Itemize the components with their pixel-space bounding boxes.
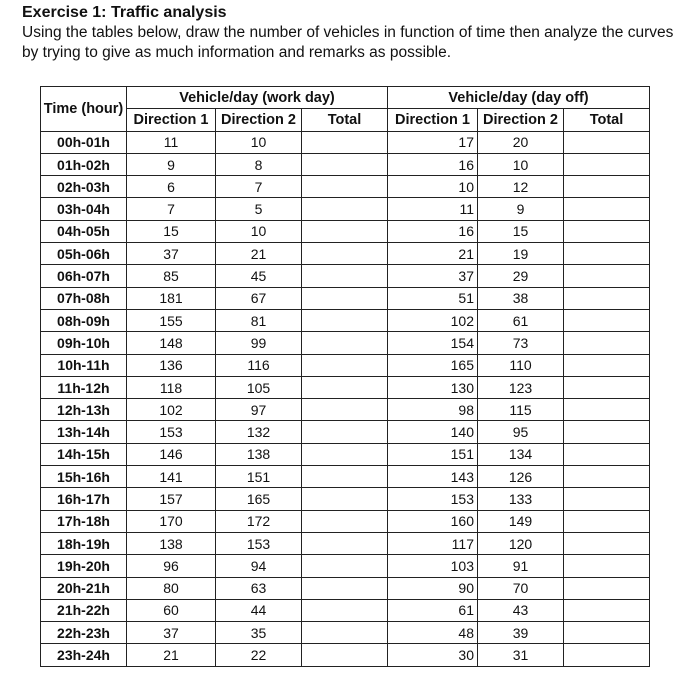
work-direction-1-cell: 170 [127,510,216,532]
work-total-cell[interactable] [302,354,388,376]
off-direction-2-cell: 10 [478,153,564,175]
off-total-cell[interactable] [564,466,650,488]
work-direction-1-cell: 136 [127,354,216,376]
off-total-cell[interactable] [564,131,650,153]
off-direction-2-cell: 95 [478,421,564,443]
time-cell: 16h-17h [41,488,127,510]
work-day-group-header: Vehicle/day (work day) [127,87,388,109]
table-row [41,153,650,175]
time-cell: 23h-24h [41,644,127,666]
table-row [41,198,650,220]
off-total-cell[interactable] [564,265,650,287]
off-total-cell[interactable] [564,198,650,220]
work-total-cell[interactable] [302,466,388,488]
off-total-cell[interactable] [564,354,650,376]
table-row [41,131,650,153]
off-direction-2-cell: 43 [478,599,564,621]
work-direction-1-cell: 181 [127,287,216,309]
work-direction-1-cell: 146 [127,443,216,465]
off-direction-2-cell: 19 [478,243,564,265]
off-total-cell[interactable] [564,399,650,421]
off-total-cell[interactable] [564,287,650,309]
work-total-cell[interactable] [302,577,388,599]
work-total-cell[interactable] [302,131,388,153]
work-direction-2-cell: 45 [216,265,302,287]
time-cell: 07h-08h [41,287,127,309]
work-direction-1-cell: 21 [127,644,216,666]
work-direction-2-cell: 172 [216,510,302,532]
time-cell: 20h-21h [41,577,127,599]
off-direction-2-cell: 115 [478,399,564,421]
table-row [41,220,650,242]
work-direction-2-cell: 8 [216,153,302,175]
off-direction-2-cell: 12 [478,176,564,198]
off-total-cell[interactable] [564,421,650,443]
off-direction-1-cell: 160 [388,510,478,532]
off-direction-2-cell: 9 [478,198,564,220]
time-cell: 03h-04h [41,198,127,220]
off-direction-2-cell: 15 [478,220,564,242]
work-direction-2-header: Direction 2 [216,109,302,131]
off-direction-2-cell: 73 [478,332,564,354]
work-total-cell[interactable] [302,488,388,510]
off-direction-1-cell: 103 [388,555,478,577]
work-total-cell[interactable] [302,510,388,532]
off-total-cell[interactable] [564,510,650,532]
off-direction-2-cell: 123 [478,376,564,398]
work-direction-1-cell: 80 [127,577,216,599]
off-direction-2-cell: 133 [478,488,564,510]
table-row [41,443,650,465]
work-total-cell[interactable] [302,176,388,198]
work-direction-2-cell: 5 [216,198,302,220]
off-total-cell[interactable] [564,488,650,510]
exercise-title: Exercise 1: Traffic analysis [22,4,227,21]
work-direction-2-cell: 151 [216,466,302,488]
off-direction-1-cell: 151 [388,443,478,465]
work-direction-2-cell: 94 [216,555,302,577]
work-total-cell[interactable] [302,332,388,354]
table-row [41,510,650,532]
off-total-cell[interactable] [564,622,650,644]
work-total-cell[interactable] [302,243,388,265]
off-direction-2-cell: 61 [478,309,564,331]
work-direction-1-cell: 85 [127,265,216,287]
work-direction-1-header: Direction 1 [127,109,216,131]
off-total-cell[interactable] [564,644,650,666]
table-row [41,421,650,443]
table-row [41,332,650,354]
work-total-cell[interactable] [302,287,388,309]
time-cell: 05h-06h [41,243,127,265]
time-cell: 04h-05h [41,220,127,242]
table-row [41,287,650,309]
time-cell: 18h-19h [41,532,127,554]
work-total-cell[interactable] [302,399,388,421]
off-direction-1-header: Direction 1 [388,109,478,131]
time-cell: 11h-12h [41,376,127,398]
work-direction-2-cell: 10 [216,220,302,242]
work-direction-2-cell: 99 [216,332,302,354]
off-total-cell[interactable] [564,176,650,198]
off-total-cell[interactable] [564,599,650,621]
table-row [41,399,650,421]
off-direction-1-cell: 16 [388,220,478,242]
off-direction-2-cell: 149 [478,510,564,532]
time-cell: 02h-03h [41,176,127,198]
off-total-cell[interactable] [564,220,650,242]
table-row [41,555,650,577]
off-direction-1-cell: 165 [388,354,478,376]
off-total-cell[interactable] [564,443,650,465]
work-total-cell[interactable] [302,443,388,465]
table-row [41,176,650,198]
time-cell: 17h-18h [41,510,127,532]
off-direction-2-header: Direction 2 [478,109,564,131]
off-direction-2-cell: 126 [478,466,564,488]
time-cell: 15h-16h [41,466,127,488]
off-direction-1-cell: 90 [388,577,478,599]
work-direction-1-cell: 37 [127,622,216,644]
off-direction-1-cell: 16 [388,153,478,175]
work-total-cell[interactable] [302,555,388,577]
table-row [41,644,650,666]
table-row [41,243,650,265]
work-direction-1-cell: 6 [127,176,216,198]
work-direction-2-cell: 35 [216,622,302,644]
exercise-instructions: Using the tables below, draw the number of vehicles in function of time then analyze the curves by trying to give as much information and remarks as possible. [22,24,674,61]
work-total-cell[interactable] [302,220,388,242]
work-direction-2-cell: 81 [216,309,302,331]
work-direction-2-cell: 97 [216,399,302,421]
off-direction-1-cell: 61 [388,599,478,621]
off-direction-1-cell: 30 [388,644,478,666]
work-total-cell[interactable] [302,309,388,331]
time-column-header: Time (hour) [41,87,127,132]
table-row [41,309,650,331]
work-direction-2-cell: 22 [216,644,302,666]
off-direction-1-cell: 98 [388,399,478,421]
traffic-table [40,86,650,667]
time-cell: 19h-20h [41,555,127,577]
off-total-cell[interactable] [564,332,650,354]
work-direction-1-cell: 102 [127,399,216,421]
table-body [41,131,650,666]
off-direction-1-cell: 130 [388,376,478,398]
off-direction-1-cell: 153 [388,488,478,510]
time-cell: 08h-09h [41,309,127,331]
work-direction-1-cell: 153 [127,421,216,443]
off-total-cell[interactable] [564,532,650,554]
off-direction-1-cell: 48 [388,622,478,644]
work-direction-2-cell: 138 [216,443,302,465]
off-direction-2-cell: 39 [478,622,564,644]
work-direction-1-cell: 15 [127,220,216,242]
work-direction-2-cell: 153 [216,532,302,554]
time-cell: 14h-15h [41,443,127,465]
off-direction-1-cell: 21 [388,243,478,265]
time-cell: 09h-10h [41,332,127,354]
table-row [41,354,650,376]
work-direction-2-cell: 44 [216,599,302,621]
work-direction-1-cell: 148 [127,332,216,354]
work-direction-2-cell: 67 [216,287,302,309]
work-direction-1-cell: 155 [127,309,216,331]
time-cell: 21h-22h [41,599,127,621]
table-row [41,622,650,644]
off-total-cell[interactable] [564,309,650,331]
work-direction-1-cell: 96 [127,555,216,577]
off-direction-1-cell: 10 [388,176,478,198]
work-direction-1-cell: 11 [127,131,216,153]
work-total-cell[interactable] [302,421,388,443]
work-total-cell[interactable] [302,265,388,287]
work-total-header: Total [302,109,388,131]
off-direction-2-cell: 91 [478,555,564,577]
table-row [41,577,650,599]
work-direction-1-cell: 9 [127,153,216,175]
table-row [41,466,650,488]
work-direction-2-cell: 21 [216,243,302,265]
work-direction-1-cell: 138 [127,532,216,554]
work-direction-1-cell: 141 [127,466,216,488]
off-direction-1-cell: 51 [388,287,478,309]
off-total-cell[interactable] [564,577,650,599]
off-direction-2-cell: 134 [478,443,564,465]
off-direction-2-cell: 29 [478,265,564,287]
work-direction-2-cell: 165 [216,488,302,510]
work-direction-2-cell: 7 [216,176,302,198]
table-row [41,599,650,621]
work-direction-1-cell: 118 [127,376,216,398]
off-direction-2-cell: 120 [478,532,564,554]
work-direction-1-cell: 7 [127,198,216,220]
off-direction-2-cell: 20 [478,131,564,153]
work-direction-1-cell: 60 [127,599,216,621]
work-total-cell[interactable] [302,198,388,220]
work-total-cell[interactable] [302,376,388,398]
table-row [41,488,650,510]
off-direction-2-cell: 70 [478,577,564,599]
time-cell: 10h-11h [41,354,127,376]
time-cell: 00h-01h [41,131,127,153]
time-cell: 06h-07h [41,265,127,287]
off-total-cell[interactable] [564,376,650,398]
work-direction-1-cell: 37 [127,243,216,265]
time-cell: 01h-02h [41,153,127,175]
off-direction-1-cell: 17 [388,131,478,153]
work-direction-2-cell: 132 [216,421,302,443]
off-direction-2-cell: 38 [478,287,564,309]
off-direction-1-cell: 140 [388,421,478,443]
work-total-cell[interactable] [302,622,388,644]
off-direction-1-cell: 102 [388,309,478,331]
work-total-cell[interactable] [302,644,388,666]
work-total-cell[interactable] [302,153,388,175]
work-direction-2-cell: 105 [216,376,302,398]
off-total-cell[interactable] [564,153,650,175]
off-direction-2-cell: 110 [478,354,564,376]
table-row [41,532,650,554]
off-total-header: Total [564,109,650,131]
table-row [41,265,650,287]
off-total-cell[interactable] [564,243,650,265]
time-cell: 12h-13h [41,399,127,421]
time-cell: 13h-14h [41,421,127,443]
off-direction-1-cell: 154 [388,332,478,354]
off-direction-1-cell: 117 [388,532,478,554]
work-total-cell[interactable] [302,599,388,621]
time-cell: 22h-23h [41,622,127,644]
work-direction-2-cell: 10 [216,131,302,153]
day-off-group-header: Vehicle/day (day off) [388,87,650,109]
work-direction-2-cell: 63 [216,577,302,599]
off-direction-2-cell: 31 [478,644,564,666]
off-total-cell[interactable] [564,555,650,577]
off-direction-1-cell: 143 [388,466,478,488]
table-row [41,376,650,398]
work-total-cell[interactable] [302,532,388,554]
work-direction-2-cell: 116 [216,354,302,376]
off-direction-1-cell: 11 [388,198,478,220]
off-direction-1-cell: 37 [388,265,478,287]
work-direction-1-cell: 157 [127,488,216,510]
